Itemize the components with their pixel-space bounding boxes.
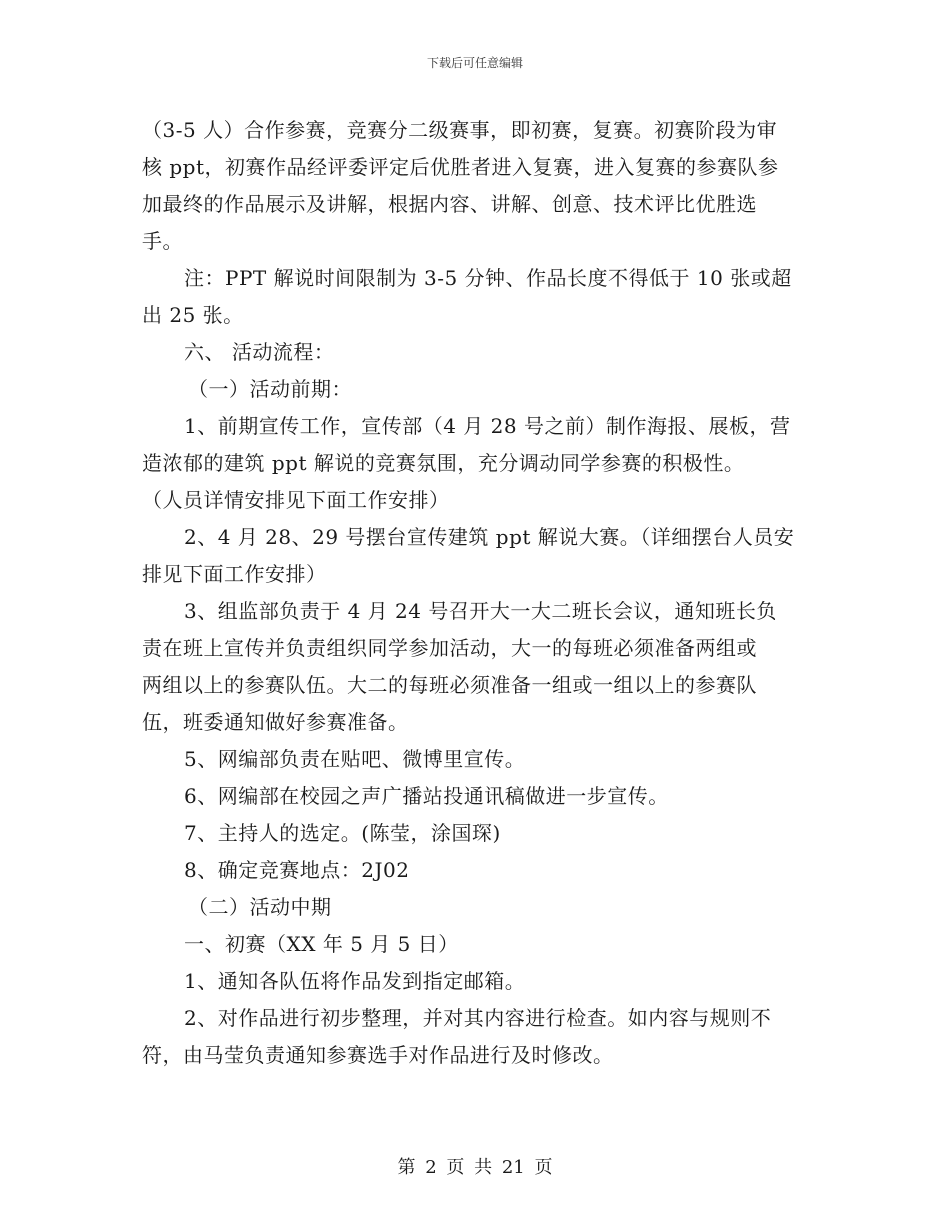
text-line: （人员详情安排见下面工作安排） [142,488,450,512]
text-line: 符，由马莹负责通知参赛选手对作品进行及时修改。 [142,1043,614,1067]
text-line: 出 25 张。 [142,303,244,327]
text-line: 一、初赛（XX 年 5 月 5 日） [184,932,459,956]
text-line: 两组以上的参赛队伍。大二的每班必须准备一组或一组以上的参赛队 [142,673,757,697]
text-line: （一）活动前期： [188,377,352,401]
text-line: 1、通知各队伍将作品发到指定邮箱。 [184,969,526,993]
text-line: 7、主持人的选定。(陈莹，涂国琛) [184,821,501,845]
text-line: 5、网编部负责在贴吧、微博里宣传。 [184,747,526,771]
text-line: 造浓郁的建筑 ppt 解说的竞赛氛围，充分调动同学参赛的积极性。 [142,451,745,475]
text-line: 排见下面工作安排） [142,562,327,586]
text-line: 6、网编部在校园之声广播站投通讯稿做进一步宣传。 [184,784,669,808]
text-line: 核 ppt，初赛作品经评委评定后优胜者进入复赛，进入复赛的参赛队参 [142,155,779,179]
text-line: 2、4 月 28、29 号摆台宣传建筑 ppt 解说大赛。（详细摆台人员安 [184,525,795,549]
text-line: 加最终的作品展示及讲解，根据内容、讲解、创意、技术评比优胜选 [142,192,757,216]
text-line: 六、 活动流程： [184,340,335,364]
page-footer: 第 2 页 共 21 页 [397,1157,553,1178]
page-header: 下载后可任意编辑 [426,56,523,70]
text-line: 8、确定竞赛地点：2J02 [184,858,410,882]
text-line: （3-5 人）合作参赛，竞赛分二级赛事，即初赛，复赛。初赛阶段为审 [142,118,778,142]
text-line: 1、前期宣传工作，宣传部（4 月 28 号之前）制作海报、展板，营 [184,414,791,438]
text-line: 3、组监部负责于 4 月 24 号召开大一大二班长会议，通知班长负 [184,599,777,623]
text-line: 伍，班委通知做好参赛准备。 [142,710,409,734]
text-line: （二）活动中期 [188,895,332,919]
document-body [142,112,810,1074]
text-line: 注：PPT 解说时间限制为 3-5 分钟、作品长度不得低于 10 张或超 [184,266,792,290]
text-line: 责在班上宣传并负责组织同学参加活动，大一的每班必须准备两组或 [142,636,757,660]
text-line: 手。 [142,229,183,253]
text-line: 2、对作品进行初步整理，并对其内容进行检查。如内容与规则不 [184,1006,772,1030]
